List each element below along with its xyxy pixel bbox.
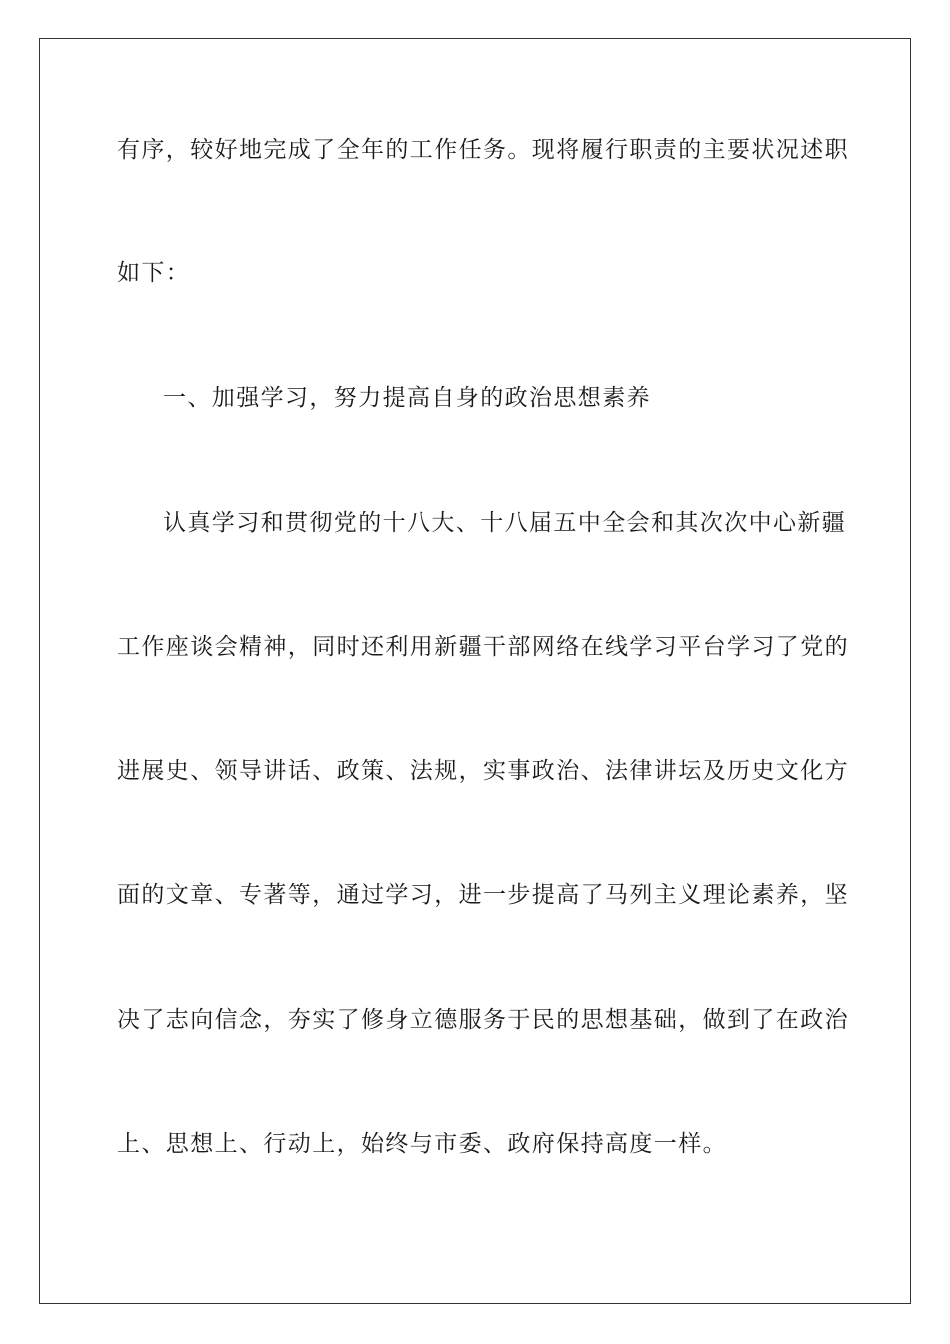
body-text-line: 上、思想上、行动上，始终与市委、政府保持高度一样。 [117,1131,727,1157]
body-text-line: 工作座谈会精神，同时还利用新疆干部网络在线学习平台学习了党的 [117,634,849,660]
body-text-line: 面的文章、专著等，通过学习，进一步提高了马列主义理论素养，坚 [117,882,849,908]
body-text-line: 有序，较好地完成了全年的工作任务。现将履行职责的主要状况述职 [117,137,849,163]
body-text-line: 决了志向信念，夯实了修身立德服务于民的思想基础，做到了在政治 [117,1007,849,1033]
body-text-line: 如下： [117,260,191,286]
body-text-line: 认真学习和贯彻党的十八大、十八届五中全会和其次次中心新疆 [163,510,847,536]
body-text-line: 进展史、领导讲话、政策、法规，实事政治、法律讲坛及历史文化方 [117,758,849,784]
section-heading: 一、加强学习，努力提高自身的政治思想素养 [163,385,651,411]
page-border [39,38,911,1304]
